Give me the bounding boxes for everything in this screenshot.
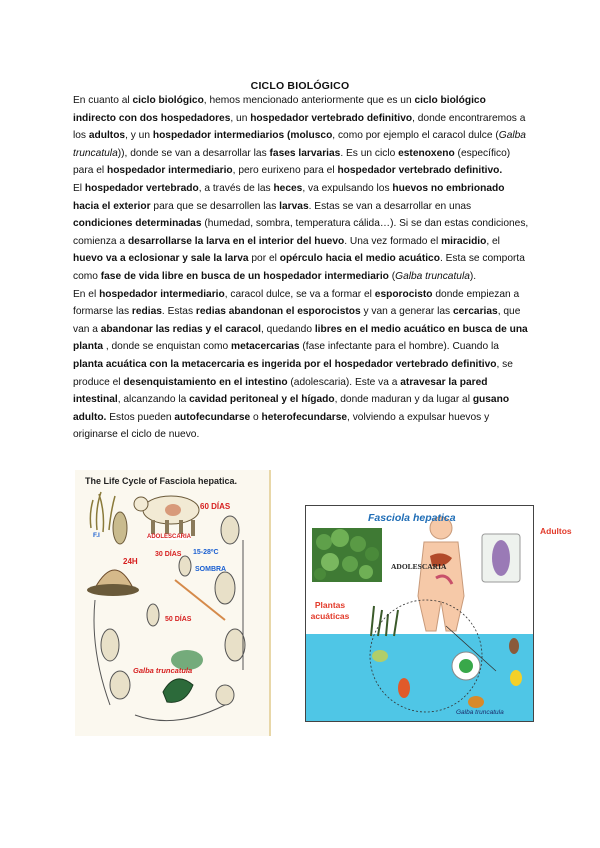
- page-title: CICLO BIOLÓGICO: [250, 80, 350, 92]
- label-50-dias: 50 DÍAS: [165, 616, 192, 623]
- figure-2-title: Fasciola hepatica: [368, 512, 456, 524]
- plant-illustration: [90, 492, 115, 532]
- paragraph-1: En cuanto al ciclo biológico, hemos mencionado anteriormente que es un ciclo biológico indirecto con dos hospedadores, un hospedador vertebrado definitivo, donde encontraremos a los adultos, y un hospedador intermediarios (molusco, como por ejemplo el caracol dulce (Galba truncatula)), donde se van a desarrollar las fases larvarias. Es un ciclo estenoxeno (específico) para el hospedador intermediario, pero eurixeno para el hospedador vertebrado definitivo.: [73, 95, 526, 177]
- label-adolescaria-2: ADOLESCARIA: [391, 562, 447, 571]
- label-30-dias: 30 DÍAS: [155, 551, 182, 558]
- label-galba-truncatula: Galba truncatula: [133, 666, 193, 675]
- label-60-dias: 60 DÍAS: [200, 502, 231, 511]
- paragraph-2: El hospedador vertebrado, a través de las heces, va expulsando los huevos no embrionado hacia el exterior para que se desarrollen las larvas. Estas se van a desarrollar en unas condiciones determinadas (humedad, sombra, temperatura cálida…). Si se dan estas condiciones, comienza a desarrollarse la larva en el interior del huevo. Una vez formado el miracidio, el huevo va a eclosionar y sale la larva por el opérculo hacia el medio acuático. Esta se comporta como fase de vida libre en busca de un hospedador intermediario (Galba truncatula).: [73, 182, 529, 282]
- cercaria-illustration: [110, 671, 130, 699]
- label-sombra: SOMBRA: [195, 566, 227, 573]
- water-area: [306, 634, 533, 721]
- label-galba-2: Galba truncatula: [456, 709, 504, 716]
- cercaria-icon: [398, 678, 410, 698]
- cow-illustration: [134, 496, 199, 536]
- miracidium-illustration: [225, 629, 245, 661]
- label-adolescaria: ADOLESCARIA: [147, 534, 192, 540]
- adult-fluke-icon: [492, 540, 510, 576]
- adult-fluke-illustration: [113, 512, 127, 544]
- label-fi: F.I: [93, 532, 100, 539]
- egg-illustration-2: [215, 572, 235, 604]
- life-cycle-figure: [75, 470, 271, 736]
- life-cycle-illustration: [75, 470, 269, 736]
- label-adultos: Adultos: [540, 526, 572, 536]
- label-plantas-acuaticas: Plantas acuáticas: [310, 600, 350, 621]
- figure-1-title: The Life Cycle of Fasciola hepatica.: [85, 476, 238, 486]
- egg-illustration: [221, 516, 239, 544]
- snail-illustration-2: [163, 679, 193, 702]
- label-temperature: 15-28ºC: [193, 549, 219, 556]
- snail-icon: [468, 696, 484, 708]
- egg-icon: [510, 670, 522, 686]
- label-24h: 24H: [123, 557, 138, 566]
- body-text: [73, 92, 531, 444]
- paragraph-3: En el hospedador intermediario, caracol dulce, se va a formar el esporocisto donde empiezan a formarse las redias. Estas redias abandonan el esporocistos y van a generar las cercarias, que van a abandonar las redias y el caracol, quedando libres en el medio acuático en busca de una planta , donde se enquistan como metacercarias (fase infectante para el hombre). Cuando la planta acuática con la metacercaria es ingerida por el hospedador vertebrado definitivo, se produce el desenquistamiento en el intestino (adolescaria). Este va a atravesar la pared intestinal, alcanzando la cavidad peritoneal y el hígado, donde maduran y da lugar al gusano adulto. Estos pueden autofecundarse o heterofecundarse, volviendo a expulsar huevos y originarse el ciclo de nuevo.: [73, 288, 528, 441]
- redia-illustration: [101, 629, 119, 661]
